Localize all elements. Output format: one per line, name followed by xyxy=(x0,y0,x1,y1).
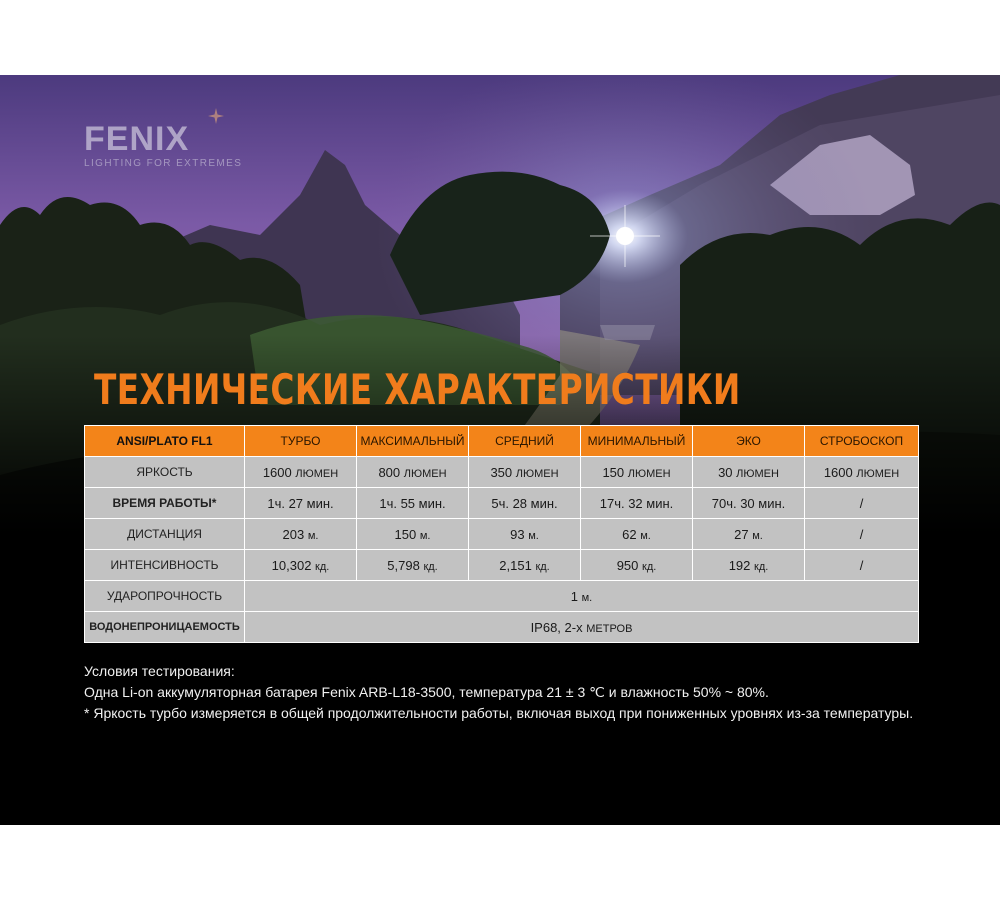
notes-battery-line: Одна Li-on аккумуляторная батарея Fenix ARB-L18-3500, температура 21 ± 3 ℃ и влажность 50% ~ 80%. xyxy=(84,684,769,700)
table-cell: 350 ЛЮМЕН xyxy=(469,457,581,488)
table-cell: 1ч. 55 мин. xyxy=(357,488,469,519)
table-cell: 150 ЛЮМЕН xyxy=(581,457,693,488)
row-intensity xyxy=(85,550,919,581)
logo-spark-icon xyxy=(208,108,224,124)
table-cell: / xyxy=(805,550,919,581)
row-waterproof xyxy=(85,612,919,643)
row-label: УДАРОПРОЧНОСТЬ xyxy=(85,581,245,612)
row-impact xyxy=(85,581,919,612)
header-standard: ANSI/PLATO FL1 xyxy=(85,426,245,457)
table-cell: 1ч. 27 мин. xyxy=(245,488,357,519)
table-cell: 10,302 кд. xyxy=(245,550,357,581)
header-medium: СРЕДНИЙ xyxy=(469,426,581,457)
row-runtime xyxy=(85,488,919,519)
section-heading: ТЕХНИЧЕСКИЕ ХАРАКТЕРИСТИКИ xyxy=(94,365,741,414)
table-cell: 93 м. xyxy=(469,519,581,550)
spec-table xyxy=(84,425,919,643)
row-label: ИНТЕНСИВНОСТЬ xyxy=(85,550,245,581)
header-eco: ЭКО xyxy=(693,426,805,457)
table-cell: 5,798 кд. xyxy=(357,550,469,581)
product-poster xyxy=(0,75,1000,825)
header-min: МИНИМАЛЬНЫЙ xyxy=(581,426,693,457)
spec-header-row xyxy=(85,426,919,457)
row-distance xyxy=(85,519,919,550)
notes-turbo-footnote: * Яркость турбо измеряется в общей продолжительности работы, включая выход при пониженных уровнях из-за температуры. xyxy=(84,705,914,721)
fenix-logo xyxy=(84,122,242,169)
table-cell: 27 м. xyxy=(693,519,805,550)
table-cell: / xyxy=(805,519,919,550)
row-label: ВРЕМЯ РАБОТЫ* xyxy=(85,488,245,519)
table-cell: 1 м. xyxy=(245,581,919,612)
row-label: ВОДОНЕПРОНИЦАЕМОСТЬ xyxy=(85,612,245,643)
table-cell: 203 м. xyxy=(245,519,357,550)
logo-tagline: LIGHTING FOR EXTREMES xyxy=(84,158,243,169)
table-cell: 150 м. xyxy=(357,519,469,550)
table-cell: 30 ЛЮМЕН xyxy=(693,457,805,488)
row-label: ЯРКОСТЬ xyxy=(85,457,245,488)
row-label: ДИСТАНЦИЯ xyxy=(85,519,245,550)
table-cell: 800 ЛЮМЕН xyxy=(357,457,469,488)
table-cell: 70ч. 30 мин. xyxy=(693,488,805,519)
table-cell: IP68, 2-х МЕТРОВ xyxy=(245,612,919,643)
test-conditions-notes xyxy=(84,661,924,724)
table-cell: 1600 ЛЮМЕН xyxy=(245,457,357,488)
table-cell: 2,151 кд. xyxy=(469,550,581,581)
table-cell: 5ч. 28 мин. xyxy=(469,488,581,519)
table-cell: 1600 ЛЮМЕН xyxy=(805,457,919,488)
row-brightness xyxy=(85,457,919,488)
notes-title: Условия тестирования: xyxy=(84,663,235,679)
header-strobe: СТРОБОСКОП xyxy=(805,426,919,457)
table-cell: 62 м. xyxy=(581,519,693,550)
table-cell: / xyxy=(805,488,919,519)
header-max: МАКСИМАЛЬНЫЙ xyxy=(357,426,469,457)
table-cell: 950 кд. xyxy=(581,550,693,581)
table-cell: 17ч. 32 мин. xyxy=(581,488,693,519)
header-turbo: ТУРБО xyxy=(245,426,357,457)
logo-wordmark: FENIX xyxy=(84,120,190,158)
table-cell: 192 кд. xyxy=(693,550,805,581)
